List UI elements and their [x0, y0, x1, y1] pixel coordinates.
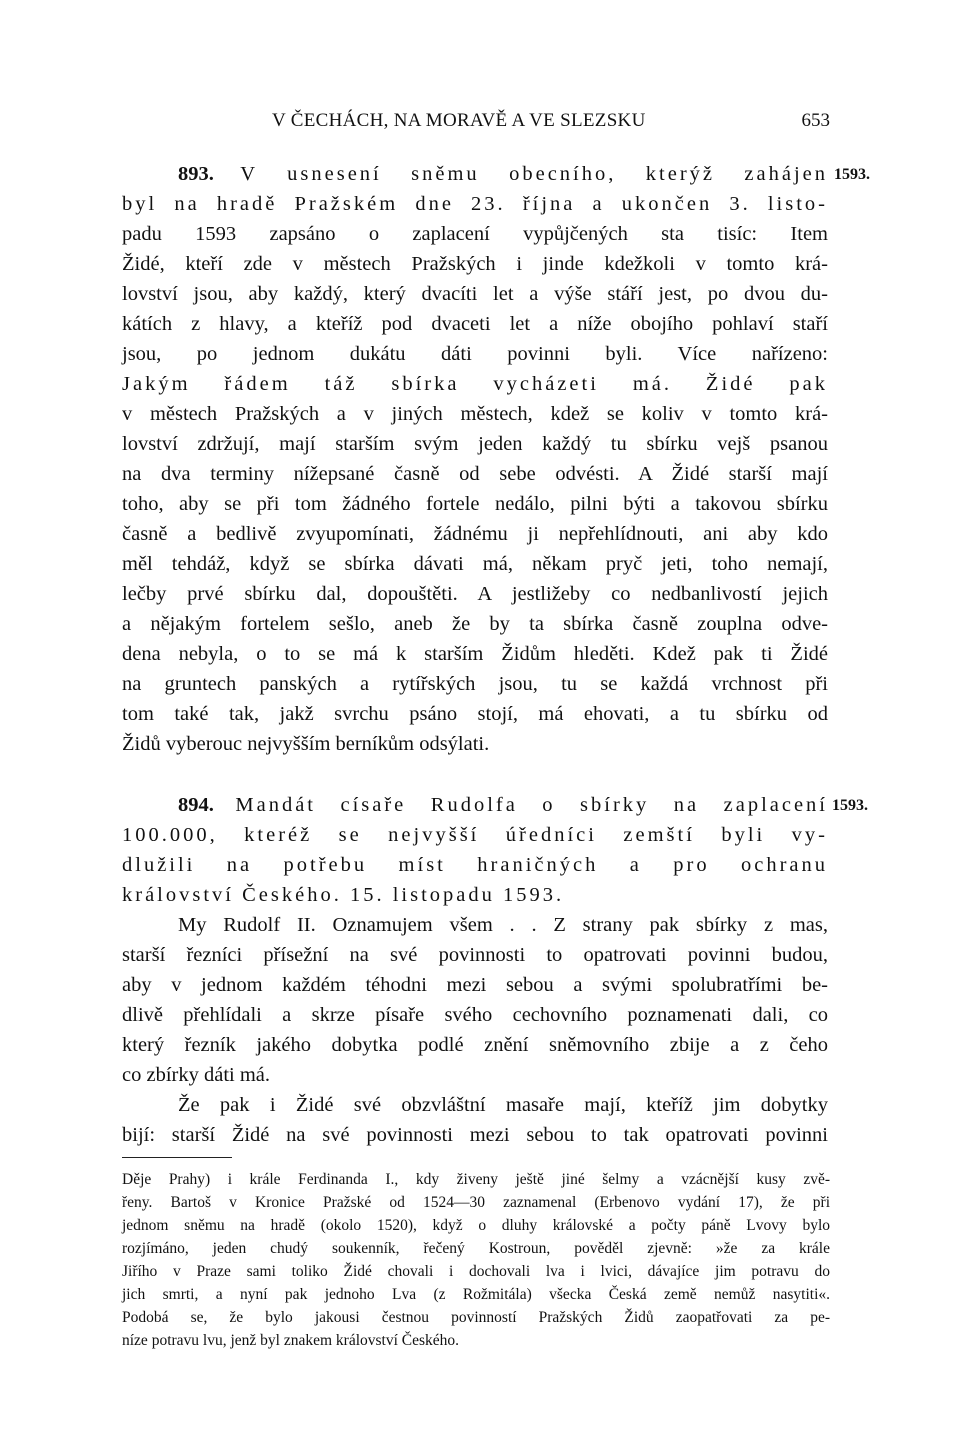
text-line: dena nebyla, o to se má k starším Židům hleděti. Kdež pak ti Židé: [122, 643, 828, 665]
page-number: 653: [801, 110, 830, 131]
text-line: Že pak i Židé své obzvláštní masaře mají, kteříž jim dobytky: [178, 1094, 828, 1116]
text-line: aby v jednom každém téhodni mezi sebou a svými spolubratřími be-: [122, 974, 828, 996]
text-line: který řezník jakého dobytka podlé znění sněmovního zbije a z čeho: [122, 1034, 828, 1056]
text-line: kátích z hlavy, a kteříž pod dvaceti let a níže obojího pohlaví staří: [122, 313, 828, 335]
entry-894-number: 894.: [178, 794, 214, 816]
entry-894-heading-line: [178, 791, 828, 819]
text-line: starší řezníci přísežní na své povinnosti to opatrovati povinni budou,: [122, 944, 828, 966]
text-line: padu 1593 zapsáno o zaplacení vypůjčených sta tisíc: Item: [122, 223, 828, 245]
entry-893-margin-year: 1593.: [834, 166, 870, 183]
text-line: bijí: starší Židé na své povinnosti mezi sebou to tak opatrovati povinni: [122, 1124, 828, 1146]
text-line: a nějakým fortelem sešlo, aneb že by ta sbírka časně zouplna odve-: [122, 613, 828, 635]
text-line: toho, aby se při tom žádného fortele nedálo, pilni býti a takovou sbírku: [122, 493, 828, 515]
text-line: co zbírky dáti má.: [122, 1064, 271, 1086]
text-line: Jakým řádem táž sbírka vycházeti má. Židé pak: [122, 373, 828, 395]
footnote-line: Podobá se, že bylo jakousi čestnou povinností Pražských Židů zaopatřovati za pe-: [122, 1309, 830, 1326]
entry-893-title-line: V usnesení sněmu obecního, kterýž zahájen: [240, 163, 829, 185]
text-line: Židé, kteří zde v městech Pražských i jinde kdežkoli v tomto krá-: [122, 253, 828, 275]
footnote-line: řeny. Bartoš v Kronice Pražské od 1524—30 zaznamenal (Erbenovo vydání 17), že při: [122, 1194, 830, 1211]
text-line: časně a bedlivě zvyupomínati, žádnému ji nepřehlídnouti, ani aby kdo: [122, 523, 828, 545]
footnote-line: Jiřího v Praze sami toliko Židé chovali i dochovali lva i lvici, dávajíce jim potravu do: [122, 1263, 830, 1280]
text-line: My Rudolf II. Oznamujem všem . . Z strany pak sbírky z mas,: [178, 914, 828, 936]
footnote-line: Děje Prahy) i krále Ferdinanda I., kdy živeny ještě jiné šelmy a vzácnější kusy zvě-: [122, 1171, 830, 1188]
text-line: tom také tak, jakž svrchu psáno stojí, má ehovati, a tu sbírku od: [122, 703, 828, 725]
footnote-line: jednom sněmu na hradě (okolo 1520), když o dluhy královské a počty páně Lvovy bylo: [122, 1217, 830, 1234]
footnote-rule: [122, 1157, 232, 1158]
text-line: jsou, po jednom dukátu dáti povinni byli. Více nařízeno:: [122, 343, 828, 365]
text-line: lovství jsou, aby každý, který dvacíti let a výše stáří jest, po dvou du-: [122, 283, 828, 305]
entry-893-number: 893.: [178, 163, 214, 185]
text-line: království Českého. 15. listopadu 1593.: [122, 884, 565, 906]
entry-893-heading-line: [178, 160, 828, 188]
text-line: na dva terminy nížepsané časně od sebe odvésti. A Židé starší mají: [122, 463, 828, 485]
text-line: měl tehdáž, když se sbírka dávati má, někam pryč jeti, toho nemají,: [122, 553, 828, 575]
text-line: dlivě přehlídali a skrze písaře svého cechovního poznamenati dali, co: [122, 1004, 828, 1026]
footnote-line: jich smrti, a nyní pak jednoho Lva (z Rožmitála) všecka Česká země nemůž nasytiti«.: [122, 1286, 830, 1303]
running-header: [122, 110, 830, 136]
running-title: V ČECHÁCH, NA MORAVĚ A VE SLEZSKU: [272, 110, 646, 131]
entry-894-title-line: Mandát císaře Rudolfa o sbírky na zaplacení: [235, 794, 829, 816]
footnote-line: níze potravu lvu, jenž byl znakem království Českého.: [122, 1332, 460, 1349]
text-line: v městech Pražských a v jiných městech, kdež se koliv v tomto krá-: [122, 403, 828, 425]
text-line: Židů vyberouc nejvyšším berníkům odsýlati.: [122, 733, 490, 755]
entry-894-margin-year: 1593.: [832, 797, 868, 814]
text-line: lovství zdržují, mají starším svým jeden každý tu sbírku vejš psanou: [122, 433, 828, 455]
text-line: na gruntech panských a rytířských jsou, tu se každá vrchnost při: [122, 673, 828, 695]
footnote-line: rozjímáno, jeden chudý soukenník, řečený Kostroun, pověděl zjevně: »že za krále: [122, 1240, 830, 1257]
text-line: byl na hradě Pražském dne 23. října a ukončen 3. listo-: [122, 193, 828, 215]
text-line: lečby prvé sbírku dal, dopouštěti. A jestližeby co nedbanlivostí jejich: [122, 583, 828, 605]
text-line: dlužili na potřebu míst hraničných a pro ochranu: [122, 854, 828, 876]
text-line: 100.000, kteréž se nejvyšší úředníci zemští byli vy-: [122, 824, 828, 846]
